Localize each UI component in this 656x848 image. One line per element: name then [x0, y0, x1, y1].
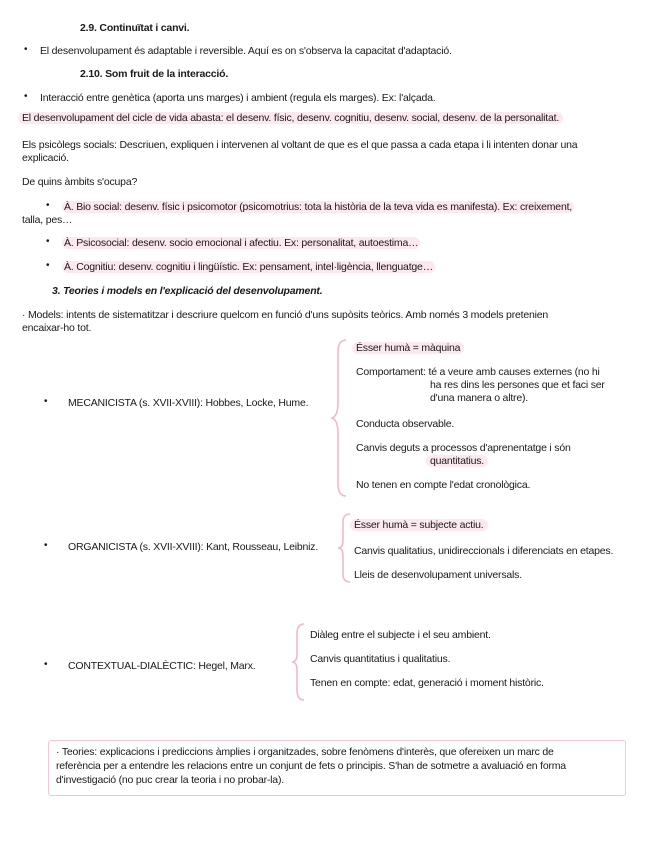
interaction-text: Interacció entre genètica (aporta uns marges) i ambient (regula els marges). Ex: l'alçada. — [40, 92, 436, 104]
ctx-item-1: Diàleg entre el subjecte i el seu ambient. — [310, 629, 491, 641]
mec-item-3: Conducta observable. — [356, 418, 455, 430]
theories-line-2: referència per a entendre les relacions entre un conjunt de fets o principis. S'han de sotmetre a avaluació en forma — [56, 760, 566, 772]
mec-item-5: No tenen en compte l'edat cronològica. — [356, 479, 531, 491]
ctx-item-3: Tenen en compte: edat, generació i moment històric. — [310, 677, 544, 689]
org-item-3: Lleis de desenvolupament universals. — [354, 569, 522, 581]
bullet-icon: • — [44, 540, 48, 551]
area-cognitive-label: À. Cognitiu: desenv. cognitiu i lingüístic. Ex: pensament, intel·ligència, llenguatge… — [64, 261, 433, 273]
psychologists-line-1: Els psicòlegs socials: Descriuen, expliquen i intervenen al voltant de que es el que passa a cada etapa i li intenten donar una — [22, 139, 578, 151]
heading-2-10: 2.10. Som fruit de la interacció. — [80, 68, 229, 80]
mec-item-2: Comportament: té a veure amb causes externes (no hi — [356, 366, 600, 378]
brace-icon — [330, 338, 350, 498]
area-bio-social: À. Bio social: desenv. físic i psicomotor (psicomotrius: tota la història de la teva vida es manifesta). Ex: creixement, — [64, 201, 573, 213]
heading-3: 3. Teories i models en l'explicació del desenvolupament. — [52, 285, 323, 297]
bullet-icon: • — [44, 396, 48, 407]
continuity-text: El desenvolupament és adaptable i reversible. Aquí es on s'observa la capacitat d'adaptació. — [40, 45, 452, 57]
bullet-icon: • — [46, 236, 50, 247]
models-line-2: encaixar-ho tot. — [22, 322, 92, 334]
life-cycle-text: El desenvolupament del cicle de vida abasta: el desenv. físic, desenv. cognitiu, desenv. social, desenv. de la personalitat. — [18, 112, 563, 124]
model-mecanicista-label: MECANICISTA (s. XVII-XVIII): Hobbes, Locke, Hume. — [68, 397, 309, 409]
brace-icon — [290, 622, 308, 702]
mec-item-2b: ha res dins les persones que et faci ser — [430, 379, 605, 391]
mec-item-1: Ésser humà = màquina — [352, 342, 464, 354]
area-cognitive — [62, 261, 435, 273]
models-line-1: · Models: intents de sistematitzar i descriure quelcom en funció d'uns supòsits teòrics. Amb només 3 models pretenien — [22, 309, 549, 321]
theories-line-3: d'investigació (no puc crear la teoria i no probar-la). — [56, 774, 284, 786]
bullet-icon: • — [24, 91, 28, 102]
mec-item-4: Canvis deguts a processos d'aprenentatge i són — [356, 442, 571, 454]
mec-item-4b: quantitatius. — [426, 455, 488, 467]
bullet-icon: • — [44, 659, 48, 670]
model-organicista-label: ORGANICISTA (s. XVII-XVIII): Kant, Rousseau, Leibniz. — [68, 541, 319, 553]
area-bio-social-line-1 — [62, 201, 574, 213]
ctx-item-2: Canvis quantitatius i qualitatius. — [310, 653, 451, 665]
bullet-icon: • — [24, 44, 28, 55]
area-bio-social-line-2: talla, pes… — [22, 214, 73, 226]
area-psychosocial-label: À. Psicosocial: desenv. socio emocional i afectiu. Ex: personalitat, autoestima… — [64, 237, 419, 249]
org-item-2: Canvis qualitatius, unidireccionals i diferenciats en etapes. — [354, 545, 614, 557]
psychologists-line-2: explicació. — [22, 152, 69, 164]
org-item-1: Ésser humà = subjecte actiu. — [350, 519, 488, 531]
heading-2-9: 2.9. Continuïtat i canvi. — [80, 22, 190, 34]
areas-question: De quins àmbits s'ocupa? — [22, 176, 138, 188]
area-psychosocial — [62, 237, 420, 249]
theories-line-1: · Teories: explicacions i prediccions àmplies i organitzades, sobre fenòmens d'interès, que ofereixen un marc de — [56, 746, 554, 758]
model-contextual-label: CONTEXTUAL-DIALÈCTIC: Hegel, Marx. — [68, 660, 256, 672]
bullet-icon: • — [46, 200, 50, 211]
mec-item-2c: d'una manera o altre). — [430, 392, 528, 404]
bullet-icon: • — [46, 260, 50, 271]
